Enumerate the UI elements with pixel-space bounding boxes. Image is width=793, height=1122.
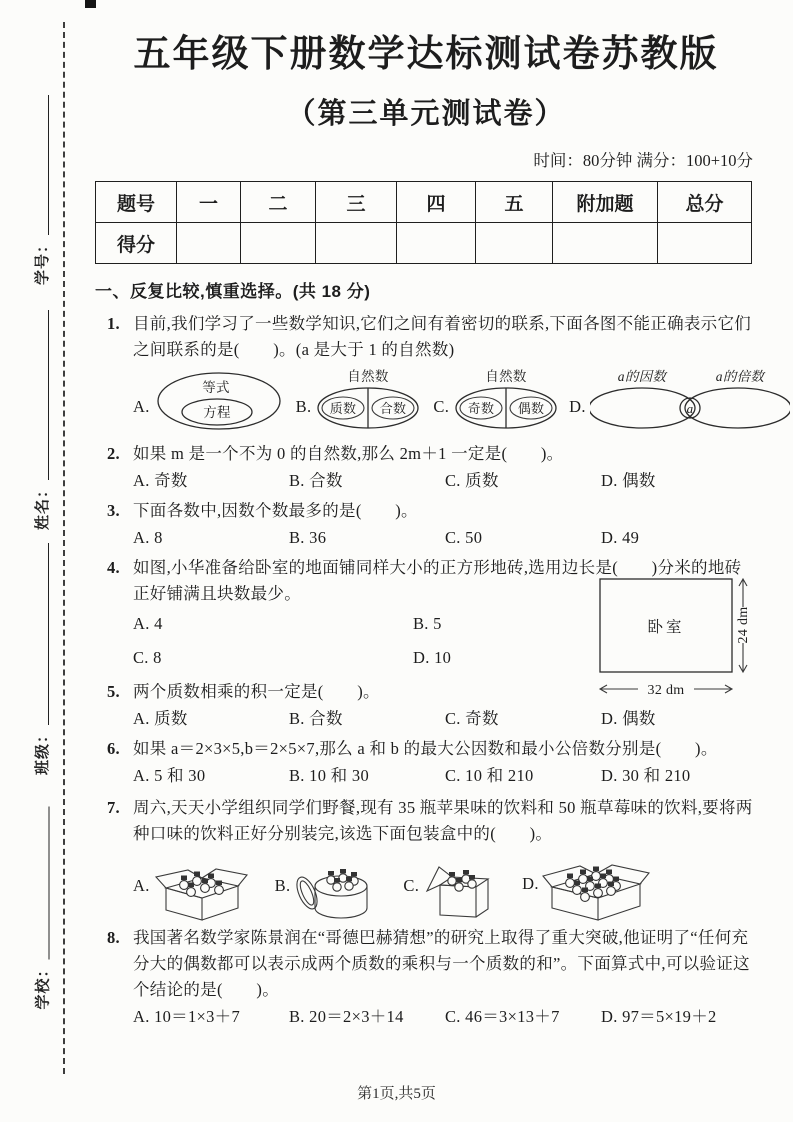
right-region-label: 偶数 bbox=[517, 401, 545, 416]
header-bonus: 附加题 bbox=[553, 182, 658, 223]
question-4-option-b: B. 5 bbox=[413, 614, 442, 633]
question-7-option-c bbox=[403, 857, 498, 921]
question-7-option-a bbox=[133, 857, 249, 921]
question-8-option-b: B. 20＝2×3＋14 bbox=[289, 1007, 404, 1026]
question-2-option-a: A. 奇数 bbox=[133, 471, 188, 490]
score-cell bbox=[241, 223, 316, 264]
page-subtitle: （第三单元测试卷） bbox=[286, 98, 566, 130]
diagram-title: 自然数 bbox=[347, 369, 390, 384]
natural-number-odd-even-diagram bbox=[453, 368, 559, 432]
question-7-number: 7. bbox=[107, 798, 120, 817]
question-5-option-d: D. 偶数 bbox=[601, 709, 656, 728]
score-cell bbox=[476, 223, 553, 264]
diagram-title: 自然数 bbox=[485, 369, 527, 384]
left-set-title: a的因数 bbox=[617, 369, 667, 384]
right-set-title: a的倍数 bbox=[715, 369, 765, 384]
class-field bbox=[13, 543, 53, 775]
question-7-option-d bbox=[522, 853, 650, 921]
header-part-1: 一 bbox=[177, 182, 241, 223]
score-table-header-row bbox=[96, 182, 752, 223]
question-4-number: 4. bbox=[107, 558, 120, 577]
class-blank-line bbox=[48, 543, 49, 725]
venn-equation-diagram bbox=[154, 368, 284, 432]
student-id-field bbox=[13, 95, 53, 285]
score-row-label: 得分 bbox=[96, 223, 177, 264]
question-3-option-c: C. 50 bbox=[445, 528, 483, 547]
school-field bbox=[14, 807, 54, 1010]
question-1-option-d bbox=[569, 368, 790, 432]
question-6-option-b: B. 10 和 30 bbox=[289, 766, 370, 785]
room-label: 卧室 bbox=[647, 619, 685, 636]
height-dimension-label: 24 dm bbox=[736, 606, 751, 644]
question-8-options bbox=[133, 1004, 757, 1030]
question-3-number: 3. bbox=[107, 501, 120, 520]
venn-inner-label: 方程 bbox=[202, 405, 231, 420]
question-7-stem: 周六,天天小学组织同学们野餐,现有 35 瓶苹果味的饮料和 50 瓶草莓味的饮料,要将两种口味的饮料正好分别装完,该选下面包装盒中的( )。 bbox=[133, 798, 753, 843]
question-3-option-d: D. 49 bbox=[601, 528, 640, 547]
question-6-stem: 如果 a＝2×3×5,b＝2×5×7,那么 a 和 b 的最大公因数和最小公倍数分别是( )。 bbox=[133, 739, 718, 758]
factors-multiples-venn-diagram bbox=[590, 368, 790, 432]
venn-outer-label: 等式 bbox=[201, 380, 230, 395]
question-1 bbox=[95, 311, 765, 433]
score-cell bbox=[316, 223, 397, 264]
student-id-blank-line bbox=[48, 95, 49, 235]
question-5-option-a: A. 质数 bbox=[133, 709, 188, 728]
question-6-option-a: A. 5 和 30 bbox=[133, 766, 206, 785]
width-dimension-label: 32 dm bbox=[647, 683, 685, 698]
school-label: 学校： bbox=[35, 961, 52, 1010]
question-5-option-b: B. 合数 bbox=[289, 709, 343, 728]
student-name-field bbox=[13, 310, 53, 530]
question-3-option-a: A. 8 bbox=[133, 528, 163, 547]
question-1-option-b bbox=[296, 368, 422, 432]
option-c-label: C. bbox=[433, 397, 450, 416]
option-b-label: B. bbox=[295, 397, 312, 416]
main-content bbox=[95, 0, 765, 1030]
question-3-options bbox=[133, 525, 757, 551]
question-4-option-c: C. 8 bbox=[133, 648, 162, 667]
question-4-option-d: D. 10 bbox=[413, 648, 452, 667]
question-5-stem: 两个质数相乘的积一定是( )。 bbox=[133, 682, 380, 701]
question-5-options bbox=[133, 706, 757, 732]
question-4-option-a: A. 4 bbox=[133, 614, 163, 633]
overlap-label: a bbox=[686, 401, 694, 416]
student-name-blank-line bbox=[48, 310, 49, 480]
open-carton-six-bottles-illustration bbox=[153, 857, 249, 921]
question-1-stem: 目前,我们学习了一些数学知识,它们之间有着密切的联系,下面各图不能正确表示它们之间联系的是( )。(a 是大于 1 的自然数) bbox=[133, 314, 752, 359]
score-cell bbox=[658, 223, 752, 264]
option-a-label: A. bbox=[133, 876, 150, 895]
question-2-number: 2. bbox=[107, 444, 120, 463]
question-2 bbox=[95, 441, 757, 494]
option-a-label: A. bbox=[133, 397, 150, 416]
question-3-stem: 下面各数中,因数个数最多的是( )。 bbox=[133, 501, 418, 520]
question-2-option-c: C. 质数 bbox=[445, 471, 499, 490]
question-8-stem: 我国著名数学家陈景润在“哥德巴赫猜想”的研究上取得了重大突破,他证明了“任何充分大的偶数都可以表示成两个质数的乘积与一个质数的和”。下面算式中,可以验证这个结论的是( )。 bbox=[133, 928, 750, 999]
question-3-option-b: B. 36 bbox=[289, 528, 327, 547]
question-5 bbox=[95, 679, 757, 732]
question-8-option-a: A. 10＝1×3＋7 bbox=[133, 1007, 241, 1026]
option-d-label: D. bbox=[569, 397, 586, 416]
question-7-options bbox=[133, 851, 757, 921]
natural-number-prime-composite-diagram bbox=[315, 368, 421, 432]
header-question-number: 题号 bbox=[96, 182, 177, 223]
question-8-number: 8. bbox=[107, 928, 120, 947]
header-part-4: 四 bbox=[397, 182, 476, 223]
question-1-option-c bbox=[433, 368, 559, 432]
score-table-score-row bbox=[96, 223, 752, 264]
header-part-5: 五 bbox=[476, 182, 553, 223]
header-total: 总分 bbox=[658, 182, 752, 223]
question-1-options bbox=[133, 367, 765, 433]
question-2-options bbox=[133, 468, 757, 494]
question-6 bbox=[95, 736, 757, 789]
left-region-label: 奇数 bbox=[467, 401, 495, 416]
question-6-option-c: C. 10 和 210 bbox=[445, 766, 534, 785]
question-6-options bbox=[133, 763, 757, 789]
school-blank-line bbox=[49, 807, 50, 960]
question-3 bbox=[95, 498, 757, 551]
question-4-stem: 如图,小华准备给卧室的地面铺同样大小的正方形地砖,选用边长是( )分米的地砖正好铺满且块数最少。 bbox=[133, 558, 742, 603]
question-2-option-d: D. 偶数 bbox=[601, 471, 656, 490]
left-region-label: 质数 bbox=[330, 401, 357, 416]
score-cell bbox=[177, 223, 241, 264]
option-b-label: B. bbox=[274, 876, 291, 895]
header-part-2: 二 bbox=[241, 182, 316, 223]
score-table bbox=[95, 181, 752, 264]
binding-dashed-line bbox=[63, 22, 65, 1074]
tall-box-four-bottles-illustration bbox=[422, 857, 498, 921]
class-label: 班级： bbox=[35, 726, 51, 775]
score-cell bbox=[553, 223, 658, 264]
question-6-option-d: D. 30 和 210 bbox=[601, 766, 691, 785]
page-title: 五年级下册数学达标测试卷苏教版 bbox=[133, 34, 719, 75]
option-c-label: C. bbox=[403, 876, 420, 895]
question-1-option-a bbox=[133, 368, 284, 432]
question-2-stem: 如果 m 是一个不为 0 的自然数,那么 2m＋1 一定是( )。 bbox=[133, 444, 564, 463]
right-region-label: 合数 bbox=[380, 401, 407, 416]
question-8 bbox=[95, 925, 757, 1030]
question-8-option-c: C. 46＝3×13＋7 bbox=[445, 1007, 560, 1026]
option-d-label: D. bbox=[522, 874, 539, 893]
round-box-bottles-illustration bbox=[293, 857, 375, 921]
question-5-number: 5. bbox=[107, 682, 120, 701]
score-cell bbox=[397, 223, 476, 264]
question-7-option-b bbox=[275, 857, 376, 921]
large-carton-many-bottles-illustration bbox=[542, 853, 650, 921]
time-score-info: 时间：80分钟 满分：100+10分 bbox=[533, 151, 753, 170]
student-id-label: 学号： bbox=[35, 236, 51, 285]
question-1-number: 1. bbox=[107, 314, 120, 333]
question-5-option-c: C. 奇数 bbox=[445, 709, 499, 728]
question-8-option-d: D. 97＝5×19＋2 bbox=[601, 1007, 717, 1026]
question-6-number: 6. bbox=[107, 739, 120, 758]
student-name-label: 姓名： bbox=[35, 481, 51, 530]
section-1-heading: 一、反复比较,慎重选择。(共 18 分) bbox=[95, 282, 371, 301]
page-number-footer: 第1页,共5页 bbox=[357, 1086, 436, 1102]
header-part-3: 三 bbox=[316, 182, 397, 223]
question-2-option-b: B. 合数 bbox=[289, 471, 343, 490]
question-7 bbox=[95, 795, 757, 921]
